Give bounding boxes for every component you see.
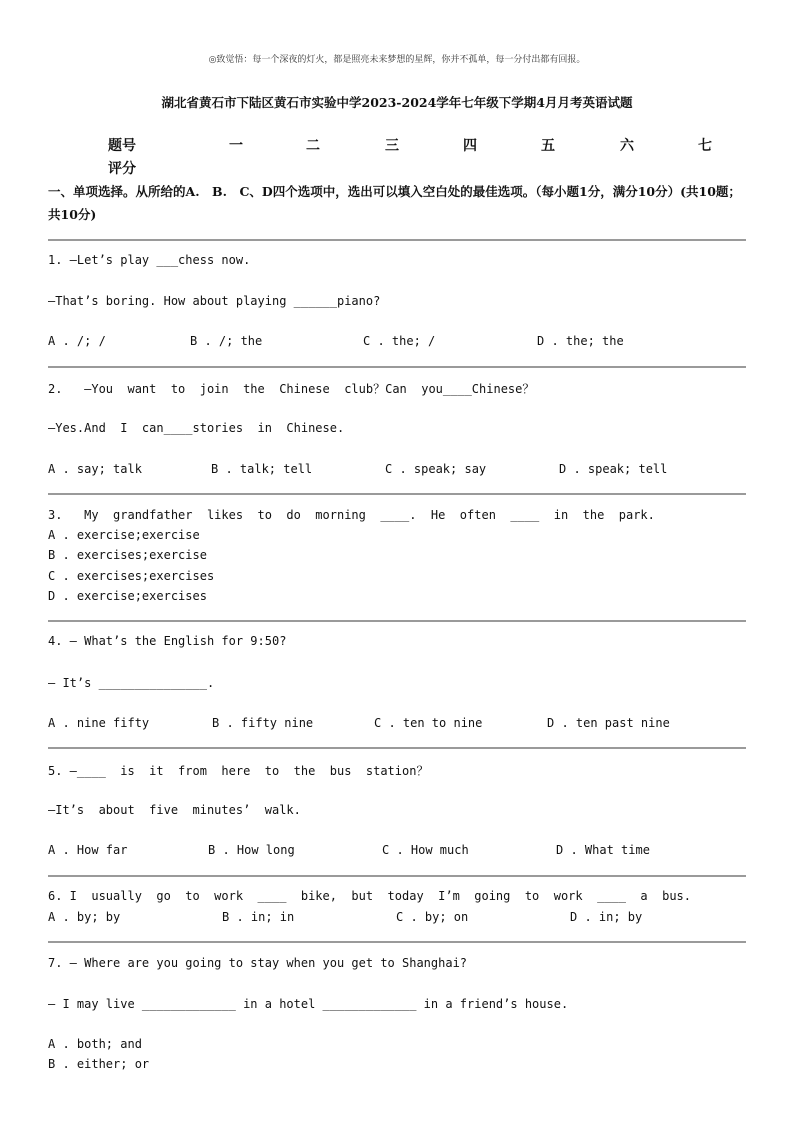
question-line: — It’s _______________. — [48, 676, 215, 690]
question-line: 5. —____ is it from here to the bus station？ — [48, 764, 429, 778]
option-b[interactable]: B . talk; tell — [211, 462, 313, 476]
section-heading: 一、单项选择。从所给的A. B. C、D四个选项中，选出可以填入空白处的最佳选项。（每小题1分，满分10分）(共10题；共10分) — [48, 184, 741, 222]
divider — [48, 366, 746, 368]
option-a[interactable]: A . say; talk — [48, 462, 142, 476]
option-a[interactable]: A . exercise;exercise — [48, 528, 200, 542]
option-a[interactable]: A . nine fifty — [48, 716, 150, 730]
score-col-1: 一 — [229, 138, 243, 154]
question-line: —It’s about five minutes’ walk. — [48, 803, 301, 817]
score-col-2: 二 — [306, 138, 320, 154]
option-b[interactable]: B . either; or — [48, 1057, 150, 1071]
question-line: 7. — Where are you going to stay when you get to Shanghai? — [48, 956, 468, 970]
option-b[interactable]: B . exercises;exercise — [48, 548, 207, 562]
option-d[interactable]: D . ten past nine — [547, 716, 670, 730]
divider — [48, 620, 746, 622]
option-a[interactable]: A . by; by — [48, 910, 121, 924]
question-line: —That’s boring. How about playing ______piano? — [48, 294, 381, 308]
score-col-7: 七 — [698, 138, 712, 154]
option-d[interactable]: D . the; the — [537, 334, 624, 348]
score-col-6: 六 — [620, 138, 634, 154]
question-line: 6. I usually go to work ____ bike, but today I’m going to work ____ a bus. — [48, 889, 691, 903]
motto-text: ◎致觉悟：每一个深夜的灯火，都是照亮未来梦想的星辉，你并不孤单，每一分付出都有回报。 — [208, 55, 586, 65]
option-a[interactable]: A . /; / — [48, 334, 106, 348]
option-d[interactable]: D . What time — [556, 843, 650, 857]
option-a[interactable]: A . both; and — [48, 1037, 142, 1051]
option-d[interactable]: D . exercise;exercises — [48, 589, 207, 603]
question-line: —Yes.And I can____stories in Chinese. — [48, 421, 345, 435]
option-c[interactable]: C . How much — [382, 843, 469, 857]
question-line: — I may live _____________ in a hotel _____________ in a friend’s house. — [48, 997, 569, 1011]
option-d[interactable]: D . in; by — [570, 910, 643, 924]
option-b[interactable]: B . /; the — [190, 334, 263, 348]
divider — [48, 493, 746, 495]
divider — [48, 875, 746, 877]
score-label-question-no: 题号 — [108, 138, 136, 154]
score-col-4: 四 — [463, 138, 477, 154]
option-a[interactable]: A . How far — [48, 843, 128, 857]
question-line: 1. —Let’s play ___chess now. — [48, 253, 251, 267]
option-c[interactable]: C . the; / — [363, 334, 436, 348]
option-b[interactable]: B . fifty nine — [212, 716, 314, 730]
divider — [48, 747, 746, 749]
option-c[interactable]: C . speak; say — [385, 462, 487, 476]
option-c[interactable]: C . ten to nine — [374, 716, 483, 730]
question-line: 4. — What’s the English for 9:50? — [48, 634, 287, 648]
option-b[interactable]: B . How long — [208, 843, 295, 857]
question-line: 3. My grandfather likes to do morning ____. He often ____ in the park. — [48, 508, 655, 522]
option-c[interactable]: C . exercises;exercises — [48, 569, 215, 583]
option-d[interactable]: D . speak; tell — [559, 462, 668, 476]
divider — [48, 239, 746, 241]
score-col-3: 三 — [385, 138, 399, 154]
exam-title: 湖北省黄石市下陆区黄石市实验中学2023-2024学年七年级下学期4月月考英语试题 — [161, 95, 633, 110]
option-c[interactable]: C . by; on — [396, 910, 469, 924]
divider — [48, 941, 746, 943]
score-col-5: 五 — [541, 138, 555, 154]
question-line: 2. —You want to join the Chinese club？Can you____Chinese？ — [48, 382, 535, 396]
option-b[interactable]: B . in; in — [222, 910, 295, 924]
score-label-score: 评分 — [108, 161, 136, 177]
